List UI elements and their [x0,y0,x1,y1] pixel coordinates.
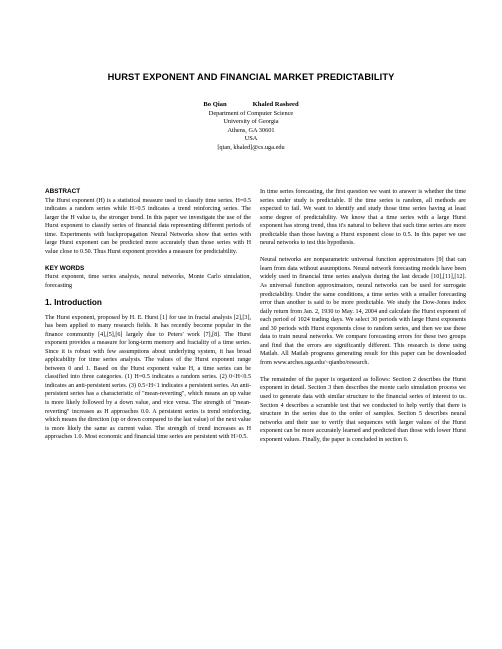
left-column [45,188,251,442]
author-city: Athens, GA 30601 [227,126,275,134]
author-email: [qian, khaled]@cs.uga.edu [217,143,285,151]
right-column [260,188,466,444]
author-name: Khaled Rasheed [252,101,299,108]
author-department: Department of Computer Science [208,109,294,117]
author-country: USA [244,135,258,143]
author-block [0,101,502,153]
keywords-heading: KEY WORDS [45,264,85,272]
author-name: Bo Qian [203,101,227,108]
section-heading: 1. Introduction [45,297,102,307]
keywords-text: Hurst exponent, time series analysis, neural networks, Monte Carlo simulation, forecasting [45,274,251,289]
paper-title: HURST EXPONENT AND FINANCIAL MARKET PREDICTABILITY [107,72,395,82]
author-university: University of Georgia [223,118,279,126]
abstract-heading: ABSTRACT [45,188,81,195]
body-paragraph: Neural networks are nonparametric universal function approximators [9] that can learn from data without assumptions. Neural network forecasting models have been widely used in financial time series analysis during the last decade [10],[11],[12]. As universal function approximators, neural networks can be used for surrogate predictability. Under the same conditions, a time series with a smaller forecasting error than another is said to be more predictable. We study the Dow-Jones index daily return from Jan. 2, 1930 to May. 14, 2004 and calculate the Hurst exponent of each period of 1024 trading days. We select 30 periods with large Hurst exponents and 30 periods with Hurst exponents close to random series, and then we use these data to train neural networks. We compare forecasting errors for these two groups and find that the errors are significantly different. This research is done using Matlab. All Matlab programs generating result for this paper can be downloaded from www.arches.uga.edu/~qianbo/research. [260,257,466,366]
body-paragraph: In time series forecasting, the first question we want to answer is whether the time series under study is predictable. If the time series is random, all methods are expected to fail. We want to identify and study those time series having at least some degree of predictability. We know that a time series with a large Hurst exponent has strong trend, thus it's natural to believe that such time series are more predictable than those having a Hurst exponent close to 0.5. In this paper we use neural networks to test this hypothesis. [260,189,466,247]
body-paragraph: The remainder of the paper is organized as follows: Section 2 describes the Hurst exponent in detail. Section 3 then describes the monte carlo simulation process we used to generate data with similar structure to the financial series of interest to us. Section 4 describes a scramble test that we conducted to help verify that there is structure in the series due to the order of samples. Section 5 describes neural networks and their use to verify that sequences with larger values of the Hurst exponent can be more accurately learned and predicted than those with lower Hurst exponent values. Finally, the paper is concluded in section 6. [260,376,466,443]
author-names [0,101,502,110]
intro-paragraph: The Hurst exponent, proposed by H. E. Hurst [1] for use in fractal analysis [2],[3], has been applied to many research fields. It has recently become popular in the finance community [4],[5],[6] largely due to Peters' work [7],[8]. The Hurst exponent provides a measure for long-term memory and fractality of a time series. Since it is robust with few assumptions about underlying system, it has broad applicability for time series analysis. The values of the Hurst exponent range between 0 and 1. Based on the Hurst exponent value H, a time series can be classified into three categories. (1) H=0.5 indicates a random series. (2) 0<H<0.5 indicates an anti-persistent series. (3) 0.5<H<1 indicates a persistent series. An anti-persistent series has a characteristic of "mean-reverting", which means an up value is more likely followed by a down value, and vice versa. The strength of "mean-reverting" increases as H approaches 0.0. A persistent series is trend reinforcing, which means the direction (up or down compared to the last value) of the next value is more likely the same as current value. The strength of trend increases as H approaches 1.0. Most economic and financial time series are persistent with H>0.5. [45,314,251,441]
abstract-text: The Hurst exponent (H) is a statistical measure used to classify time series. H=0.5 indicates a random series while H>0.5 indicates a trend reinforcing series. The larger the H value is, the stronger trend. In this paper we investigate the use of the Hurst exponent to classify series of financial data representing different periods of time. Experiments with backpropagation Neural Networks show that series with large Hurst exponent can be predicted more accurately than those series with H value close to 0.50. Thus Hurst exponent provides a measure for predictability. [45,197,251,255]
